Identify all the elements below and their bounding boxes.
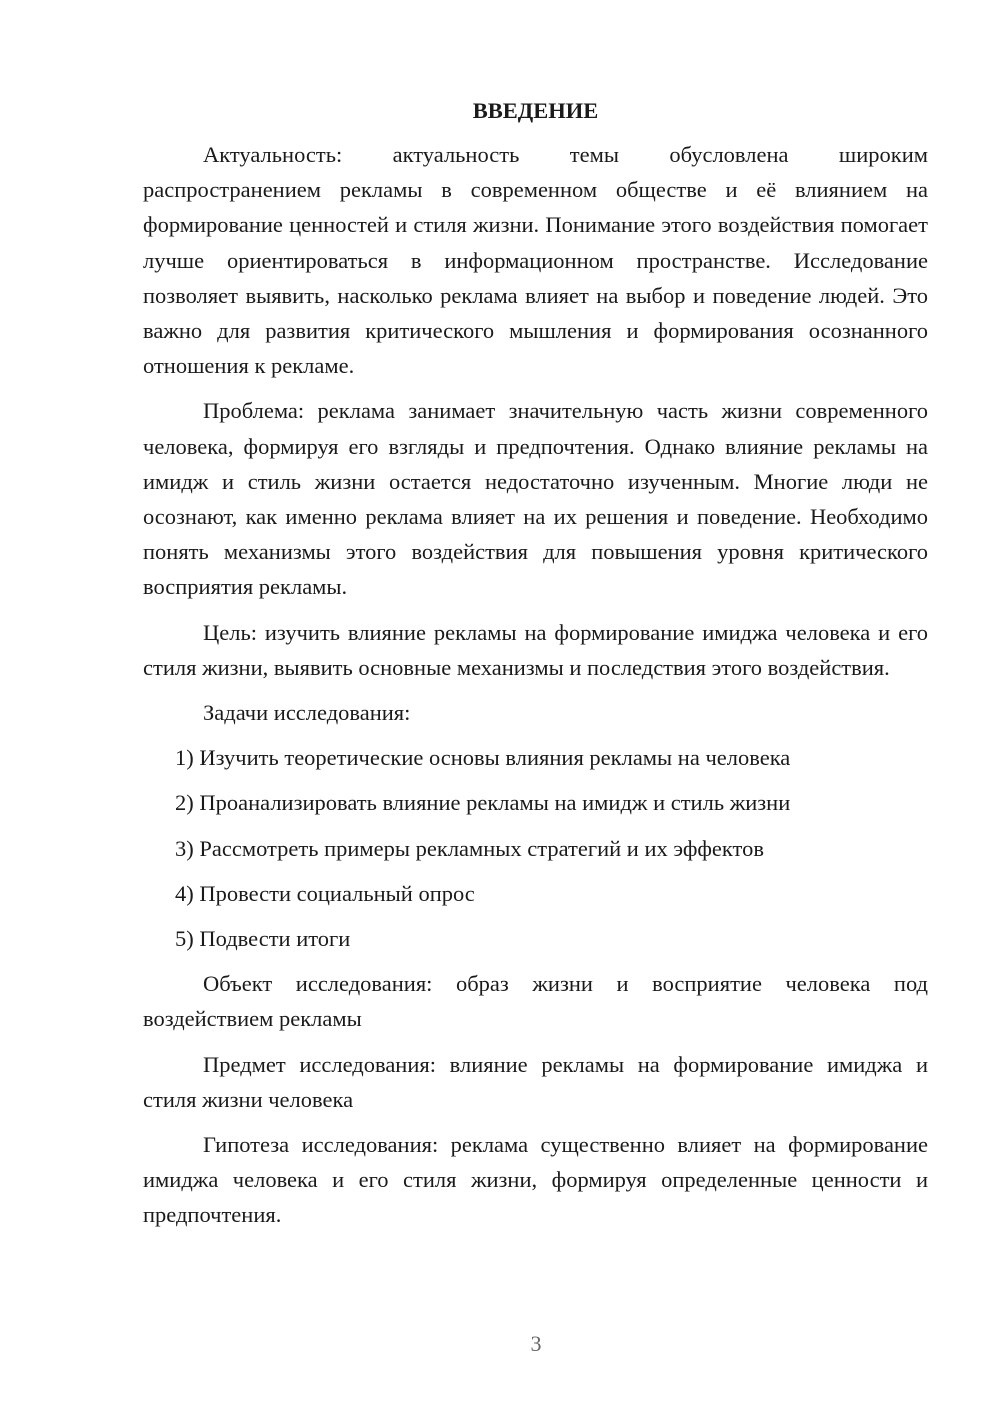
tasks-list [143,740,928,956]
page-content [143,93,928,1243]
relevance-paragraph: Актуальность: актуальность темы обусловлена широким распространением рекламы в современном обществе и её влиянием на формирование ценностей и стиля жизни. Понимание этого воздействия помогает лучше ориентироваться в информационном пространстве. Исследование позволяет выявить, насколько реклама влияет на выбор и поведение людей. Это важно для развития критического мышления и формирования осознанного отношения к рекламе. [143,142,928,379]
problem-paragraph: Проблема: реклама занимает значительную часть жизни современного человека, формируя его взгляды и предпочтения. Однако влияние рекламы на имидж и стиль жизни остается недостаточно изученным. Многие люди не осознают, как именно реклама влияет на их решения и поведение. Необходимо понять механизмы этого воздействия для повышения уровня критического восприятия рекламы. [143,398,928,600]
task-item: 1) Изучить теоретические основы влияния рекламы на человека [175,745,791,771]
research-subject-paragraph: Предмет исследования: влияние рекламы на формирование имиджа и стиля жизни человека [143,1051,928,1112]
task-item: 4) Провести социальный опрос [175,880,475,906]
hypothesis-paragraph: Гипотеза исследования: реклама существенно влияет на формирование имиджа человека и его стиля жизни, формируя определенные ценности и предпочтения. [143,1132,928,1228]
task-item: 5) Подвести итоги [175,926,351,952]
page-number: 3 [530,1331,542,1356]
goal-paragraph: Цель: изучить влияние рекламы на формирование имиджа человека и его стиля жизни, выявить основные механизмы и последствия этого воздействия. [143,619,928,680]
research-object-paragraph: Объект исследования: образ жизни и восприятие человека под воздействием рекламы [143,971,928,1032]
task-item: 3) Рассмотреть примеры рекламных стратегий и их эффектов [175,835,764,861]
tasks-heading: Задачи исследования: [203,700,411,726]
task-item: 2) Проанализировать влияние рекламы на имидж и стиль жизни [175,790,791,816]
page-title: ВВЕДЕНИЕ [472,98,599,123]
